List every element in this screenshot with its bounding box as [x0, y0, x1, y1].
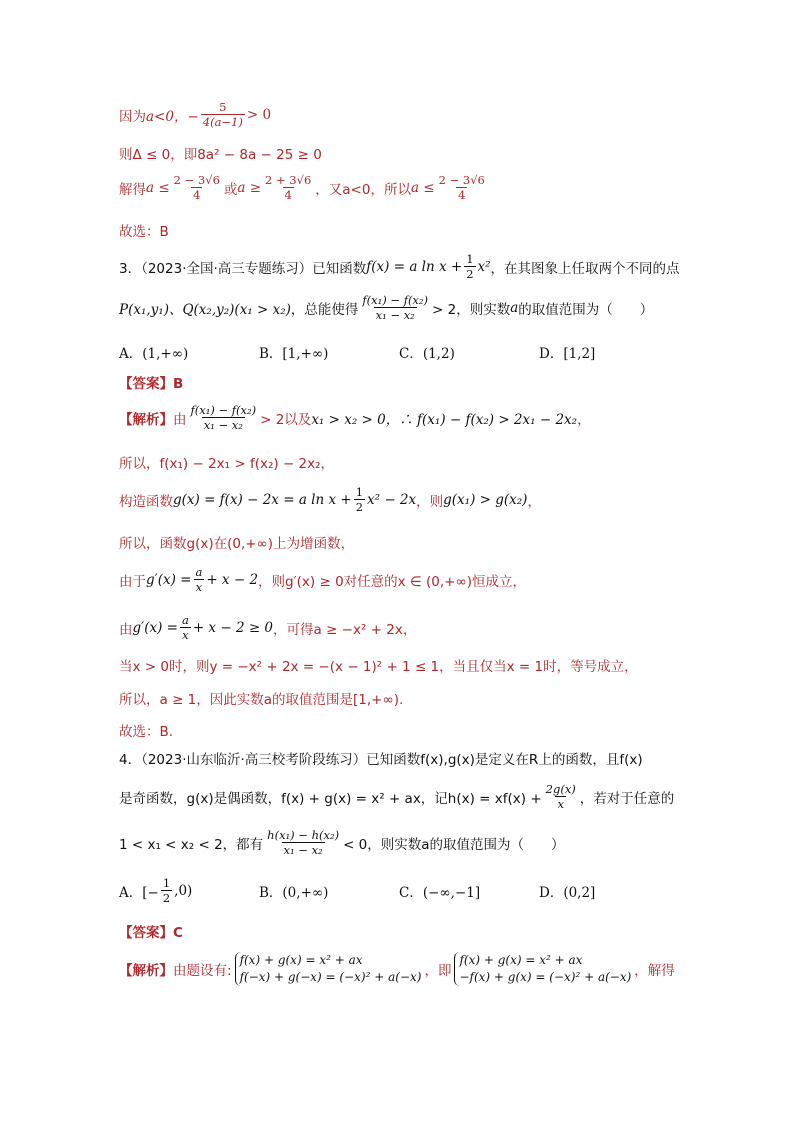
math-expr: + x − 2 ≥ 0: [192, 619, 274, 636]
text: 构造函数: [119, 493, 173, 510]
math-expr: x₁ > x₂ > 0，∴ f(x₁) − f(x₂) > 2x₁ − 2x₂: [311, 411, 578, 428]
equation: f(−x) + g(−x) = (−x)² + a(−x): [239, 970, 422, 984]
denominator: x₁ − x₂: [283, 843, 323, 857]
fraction: [201, 100, 245, 129]
question-4-stem: [119, 748, 643, 768]
text: > 2，则实数: [432, 301, 511, 318]
denominator: 2: [162, 891, 171, 905]
option-c[interactable]: C．(1,2): [399, 346, 455, 362]
equation: f(x) + g(x) = x² + ax: [239, 953, 363, 967]
text: ,0): [174, 882, 193, 899]
option-b[interactable]: B．(0,+∞): [259, 884, 329, 901]
numerator: 2 + 3√6: [265, 173, 312, 187]
fraction: [354, 485, 365, 514]
fraction: [265, 828, 341, 857]
text-line: [119, 100, 271, 129]
equation-system: [454, 952, 631, 986]
text: ，在其图象上任取两个不同的点: [490, 260, 680, 277]
fraction: [544, 782, 578, 811]
numerator: 1: [466, 252, 474, 266]
text: 所以，a ≥ 1，因此实数a的取值范围是[1,+∞).: [119, 692, 404, 708]
text: ，若对于任意的: [579, 790, 675, 807]
numerator: h(x₁) − h(x₂): [267, 828, 340, 842]
text: ，总能使得: [290, 301, 359, 318]
math-expr: a ≥: [237, 179, 262, 196]
text: 的取值范围为（ ）: [518, 301, 654, 318]
answer-label: 【答案】C: [119, 925, 183, 941]
numerator: 1: [162, 876, 171, 890]
text: 解得: [119, 181, 146, 198]
solution-line: [119, 403, 591, 432]
math-expr: a: [510, 299, 519, 316]
text: 或: [223, 181, 238, 198]
text: 由: [119, 621, 133, 638]
question-4-stem: [119, 828, 565, 857]
denominator: 2: [355, 500, 364, 514]
solution-line: [119, 532, 354, 552]
math-expr: x²: [477, 258, 491, 275]
math-expr: f(x) = a ln x +: [366, 258, 463, 275]
option-d[interactable]: D．(0,2]: [539, 884, 596, 901]
numerator: a: [195, 565, 203, 579]
question-3-stem: [119, 252, 680, 281]
text: ，解得: [634, 963, 675, 979]
denominator: x₁ − x₂: [203, 418, 243, 432]
option-a[interactable]: [119, 876, 259, 905]
text-line: [119, 143, 322, 163]
solution-line: [119, 720, 173, 740]
solution-line: [119, 565, 526, 594]
math-expr: g(x) = f(x) − 2x = a ln x +: [173, 491, 352, 508]
denominator: 4: [458, 188, 466, 202]
question-3-options: [119, 342, 595, 362]
text: ，: [577, 411, 591, 428]
denominator: 4: [193, 188, 201, 202]
text: A．[−: [119, 884, 159, 901]
text: 是奇函数，g(x)是偶函数，f(x) + g(x) = x² + ax，记h(x) = xf(x) +: [119, 790, 542, 807]
text: 由: [173, 411, 187, 428]
numerator: a: [181, 613, 189, 627]
text: 当x > 0时，则y = −x² + 2x = −(x − 1)² + 1 ≤ 1，当且仅当x = 1时，等号成立，: [119, 659, 638, 675]
text: 由于: [119, 573, 146, 590]
math-expr: P(x₁,y₁)、Q(x₂,y₂)(x₁ > x₂): [119, 301, 291, 318]
text: < 0，则实数a的取值范围为（ ）: [343, 836, 565, 853]
text: ，则: [416, 493, 444, 510]
text: 所以，f(x₁) − 2x₁ > f(x₂) − 2x₂，: [119, 456, 335, 472]
answer-line: [119, 921, 183, 941]
math-expr: g(x₁) > g(x₂): [443, 491, 528, 508]
fraction: [437, 173, 487, 202]
fraction: [193, 565, 204, 594]
answer-label: 【答案】B: [119, 376, 184, 392]
text: ，: [527, 493, 541, 510]
math-expr: x² − 2x: [367, 491, 417, 508]
text: ，可得a ≥ −x² + 2x，: [273, 621, 417, 638]
numerator: 5: [219, 100, 227, 114]
denominator: x₁ − x₂: [375, 308, 415, 322]
numerator: f(x₁) − f(x₂): [190, 403, 257, 417]
text: > 2以及: [260, 411, 312, 428]
option-b[interactable]: B．[1,+∞): [259, 346, 329, 362]
denominator: 2: [466, 267, 474, 281]
denominator: x: [195, 580, 203, 594]
fraction: [464, 252, 475, 281]
text: 所以，函数g(x)在(0,+∞)上为增函数，: [119, 536, 355, 552]
numerator: 1: [355, 485, 364, 499]
analysis-label: 【解析】: [119, 963, 173, 979]
numerator: f(x₁) − f(x₂): [362, 293, 429, 307]
math-expr: a<0，−: [146, 108, 199, 125]
denominator: 4: [284, 188, 292, 202]
fraction: [263, 173, 313, 202]
denominator: x: [182, 628, 189, 642]
math-expr: + x − 2: [206, 571, 259, 588]
fraction: [360, 293, 430, 322]
numerator: 2 − 3√6: [173, 173, 220, 187]
text: ，则g′(x) ≥ 0对任意的x ∈ (0,+∞)恒成立，: [258, 573, 526, 590]
answer-line: [119, 372, 183, 392]
numerator: 2 − 3√6: [438, 173, 485, 187]
fraction: [180, 613, 191, 642]
text: 因为: [119, 108, 146, 125]
option-c[interactable]: C．(−∞,−1]: [399, 884, 481, 901]
option-d[interactable]: D．[1,2]: [539, 346, 596, 362]
analysis-label: 【解析】: [119, 411, 173, 428]
question-4-options: [119, 876, 595, 905]
fraction: [189, 403, 259, 432]
equation: −f(x) + g(x) = (−x)² + a(−x): [459, 970, 632, 984]
equation-system: [235, 952, 422, 986]
solution-line: [119, 952, 675, 986]
solution-line: [119, 485, 541, 514]
option-a[interactable]: A．(1,+∞): [119, 346, 189, 362]
solution-line: [119, 688, 403, 708]
equation: f(x) + g(x) = x² + ax: [459, 953, 583, 967]
question-4-stem: [119, 782, 674, 811]
solution-line: [119, 613, 416, 642]
text: 1 < x₁ < x₂ < 2，都有: [119, 836, 264, 853]
math-expr: > 0: [246, 106, 272, 123]
solution-line: [119, 655, 638, 675]
text: 4．（2023·山东临沂·高三校考阶段练习）已知函数f(x),g(x)是定义在R上的函数，且f(x): [119, 752, 643, 768]
fraction: [161, 876, 172, 905]
fraction: [172, 173, 222, 202]
question-3-stem: [119, 293, 653, 322]
text-line: [119, 173, 489, 202]
solution-line: [119, 452, 334, 472]
math-expr: a ≤: [146, 179, 170, 196]
math-expr: g′(x) =: [146, 571, 192, 588]
text: ，又a<0，所以: [315, 181, 411, 198]
text: 故选：B.: [119, 724, 174, 740]
text: 则Δ ≤ 0，即8a² − 8a − 25 ≥ 0: [119, 147, 322, 163]
math-expr: g′(x) =: [132, 619, 178, 636]
text: 故选：B: [119, 224, 169, 240]
numerator: 2g(x): [545, 782, 576, 796]
text-line: [119, 220, 169, 240]
math-expr: a ≤: [410, 179, 435, 196]
denominator: 4(a−1): [202, 115, 243, 129]
denominator: x: [557, 797, 564, 811]
text: 3．（2023·全国·高三专题练习）已知函数: [119, 260, 367, 277]
text: 由题设有:: [173, 963, 232, 979]
text: ，即: [424, 963, 452, 979]
